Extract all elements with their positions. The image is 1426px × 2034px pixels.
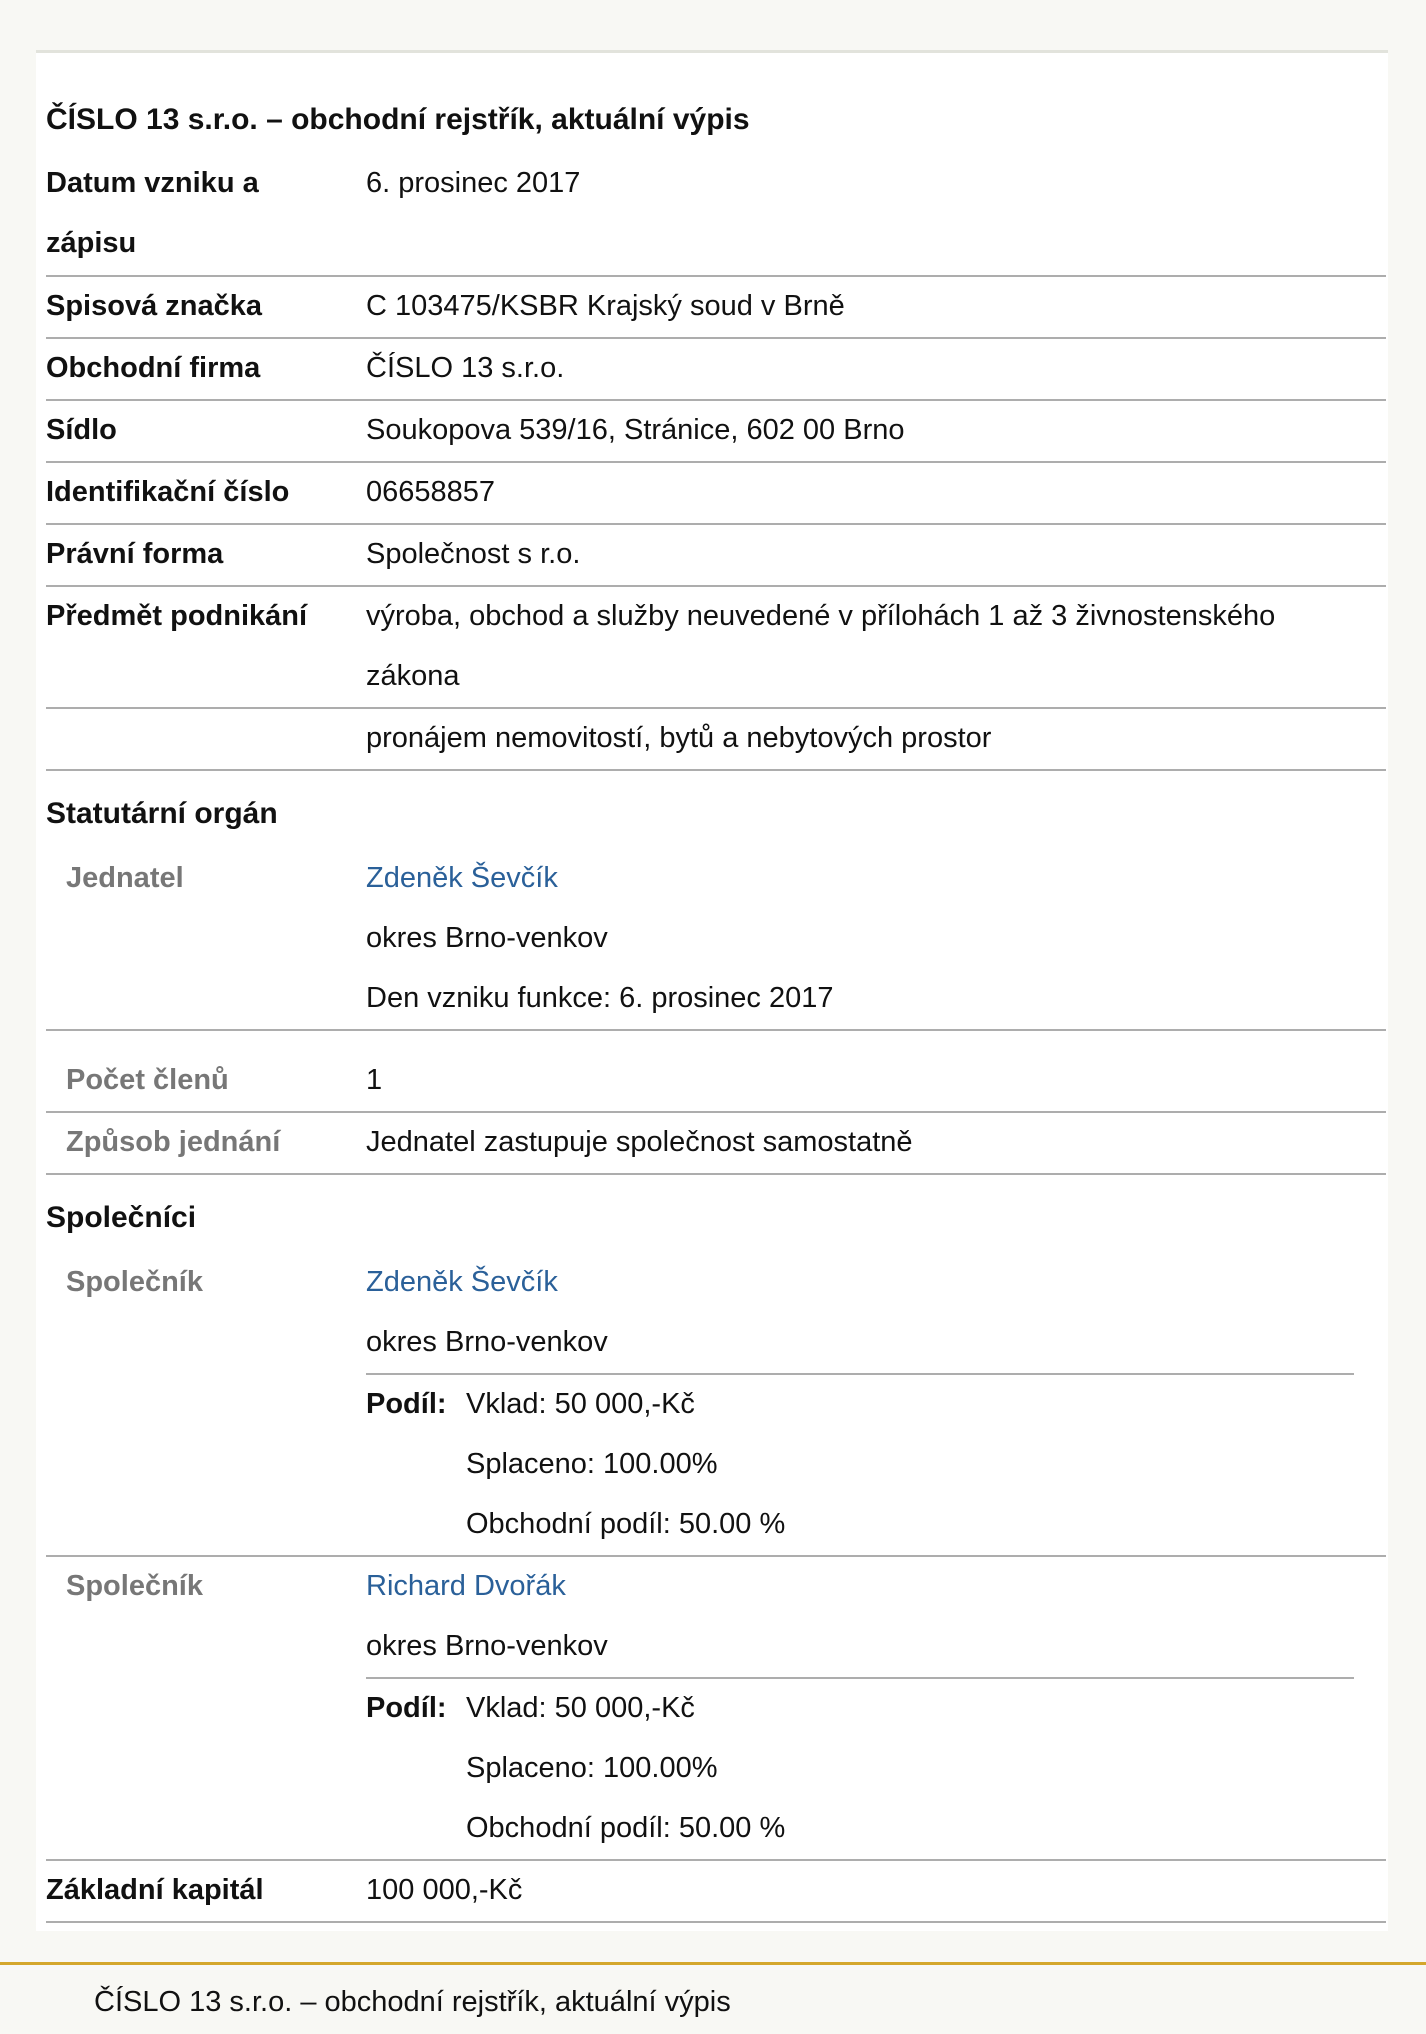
pocet-clenu-value: 1 bbox=[366, 1064, 383, 1096]
pocet-clenu-label: Počet členů bbox=[66, 1064, 229, 1096]
zpusob-jednani-label: Způsob jednání bbox=[66, 1126, 281, 1158]
page-title: ČÍSLO 13 s.r.o. – obchodní rejstřík, aktuální výpis bbox=[46, 103, 750, 136]
podil-splaceno: Splaceno: 100.00% bbox=[466, 1448, 718, 1480]
ico-value: 06658857 bbox=[366, 476, 496, 508]
podil-label: Podíl: bbox=[366, 1388, 447, 1420]
spolecnik-okres: okres Brno-venkov bbox=[366, 1630, 608, 1662]
spisova-value: C 103475/KSBR Krajský soud v Brně bbox=[366, 290, 845, 322]
predmet-value-1a: výroba, obchod a služby neuvedené v přílohách 1 až 3 živnostenského bbox=[366, 600, 1276, 632]
sidlo-value: Soukopova 539/16, Stránice, 602 00 Brno bbox=[366, 414, 905, 446]
spolecnik-name-link[interactable]: Zdeněk Ševčík bbox=[366, 1266, 558, 1298]
divider bbox=[46, 769, 1386, 771]
predmet-value-2: pronájem nemovitostí, bytů a nebytových prostor bbox=[366, 722, 992, 754]
divider bbox=[46, 1921, 1386, 1923]
divider bbox=[46, 1173, 1386, 1175]
divider bbox=[46, 461, 1386, 463]
divider bbox=[46, 1029, 1386, 1031]
jednatel-okres: okres Brno-venkov bbox=[366, 922, 608, 954]
predmet-label: Předmět podnikání bbox=[46, 600, 308, 632]
zpusob-jednani-value: Jednatel zastupuje společnost samostatně bbox=[366, 1126, 913, 1158]
spolecnici-heading: Společníci bbox=[46, 1201, 197, 1234]
spolecnik-name-link[interactable]: Richard Dvořák bbox=[366, 1570, 566, 1602]
podil-vklad: Vklad: 50 000,-Kč bbox=[466, 1388, 695, 1420]
divider bbox=[46, 399, 1386, 401]
divider bbox=[366, 1677, 1354, 1679]
divider bbox=[46, 1555, 1386, 1557]
datum-value: 6. prosinec 2017 bbox=[366, 167, 581, 199]
divider bbox=[46, 1859, 1386, 1861]
zakladni-kapital-value: 100 000,-Kč bbox=[366, 1874, 523, 1906]
footer-title: ČÍSLO 13 s.r.o. – obchodní rejstřík, aktuální výpis bbox=[94, 1986, 731, 2018]
sidlo-label: Sídlo bbox=[46, 414, 117, 446]
divider bbox=[46, 585, 1386, 587]
zakladni-kapital-label: Základní kapitál bbox=[46, 1874, 264, 1906]
divider bbox=[46, 1111, 1386, 1113]
statutarni-heading: Statutární orgán bbox=[46, 797, 278, 830]
podil-obchodni: Obchodní podíl: 50.00 % bbox=[466, 1508, 786, 1540]
datum-label-1: Datum vzniku a bbox=[46, 167, 259, 199]
jednatel-label: Jednatel bbox=[66, 862, 184, 894]
divider bbox=[46, 337, 1386, 339]
firma-label: Obchodní firma bbox=[46, 352, 261, 384]
pravni-value: Společnost s r.o. bbox=[366, 538, 581, 570]
pravni-label: Právní forma bbox=[46, 538, 224, 570]
predmet-value-1b: zákona bbox=[366, 660, 460, 692]
register-extract-card bbox=[36, 50, 1388, 1931]
spolecnik-label: Společník bbox=[66, 1570, 203, 1602]
divider bbox=[366, 1373, 1354, 1375]
footer-divider bbox=[0, 1962, 1426, 1965]
spolecnik-label: Společník bbox=[66, 1266, 203, 1298]
podil-vklad: Vklad: 50 000,-Kč bbox=[466, 1692, 695, 1724]
podil-splaceno: Splaceno: 100.00% bbox=[466, 1752, 718, 1784]
podil-label: Podíl: bbox=[366, 1692, 447, 1724]
jednatel-name-link[interactable]: Zdeněk Ševčík bbox=[366, 862, 558, 894]
divider bbox=[46, 523, 1386, 525]
spolecnik-okres: okres Brno-venkov bbox=[366, 1326, 608, 1358]
datum-label-2: zápisu bbox=[46, 227, 137, 259]
ico-label: Identifikační číslo bbox=[46, 476, 290, 508]
divider bbox=[46, 707, 1386, 709]
firma-value: ČÍSLO 13 s.r.o. bbox=[366, 352, 565, 384]
spisova-label: Spisová značka bbox=[46, 290, 262, 322]
jednatel-den-vzniku: Den vzniku funkce: 6. prosinec 2017 bbox=[366, 982, 834, 1014]
divider bbox=[46, 275, 1386, 277]
podil-obchodni: Obchodní podíl: 50.00 % bbox=[466, 1812, 786, 1844]
